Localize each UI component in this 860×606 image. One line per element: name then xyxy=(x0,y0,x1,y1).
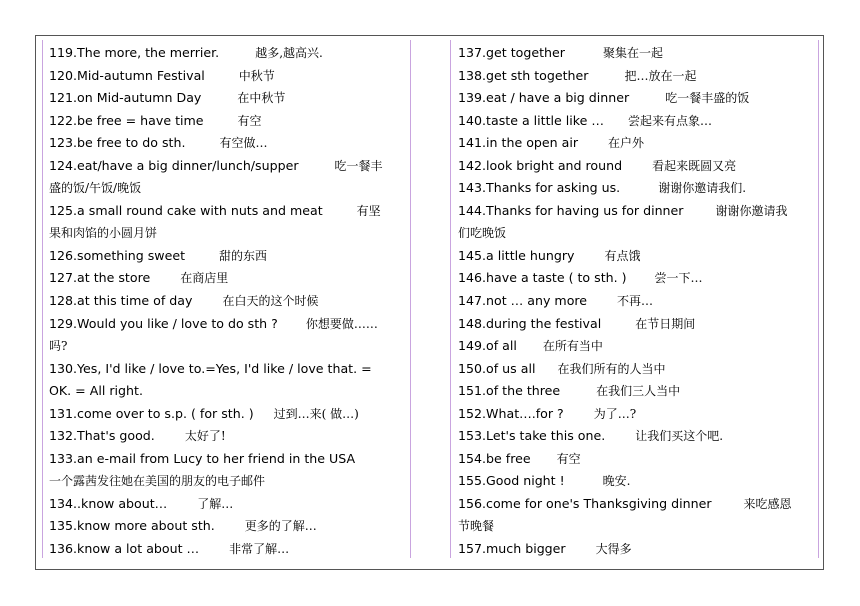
chinese-translation: 有坚 xyxy=(356,203,381,218)
english-phrase: 129.Would you like / love to do sth ? xyxy=(49,315,278,331)
chinese-translation: 更多的了解… xyxy=(244,519,317,534)
vocab-line xyxy=(49,403,421,426)
vocab-line xyxy=(49,155,421,178)
english-phrase: 130.Yes, I'd like / love to.=Yes, I'd like / love that. = xyxy=(49,360,372,376)
chinese-translation: 在白天的这个时候 xyxy=(222,294,319,309)
english-phrase: 121.on Mid-autumn Day xyxy=(49,90,202,106)
vocab-line xyxy=(458,245,818,268)
english-phrase: 142.look bright and round xyxy=(458,157,623,173)
vocab-line xyxy=(49,470,421,493)
english-phrase: 136.know a lot about … xyxy=(49,541,200,557)
vocab-line xyxy=(458,335,818,358)
english-phrase: 125.a small round cake with nuts and meat xyxy=(49,202,323,218)
chinese-translation: 看起来既圆又亮 xyxy=(652,158,737,173)
chinese-translation: 有空 xyxy=(237,113,262,128)
vocab-line xyxy=(49,313,421,336)
english-phrase: 153.Let's take this one. xyxy=(458,428,606,444)
right-column xyxy=(458,42,818,561)
english-phrase: 141.in the open air xyxy=(458,135,579,151)
chinese-translation: 非常了解… xyxy=(229,542,290,557)
vocab-line xyxy=(49,267,421,290)
english-phrase: 147.not … any more xyxy=(458,293,588,309)
vocab-line xyxy=(49,132,421,155)
vocab-line xyxy=(458,380,818,403)
chinese-translation: 不再… xyxy=(617,294,654,309)
chinese-translation: 盛的饭/午饭/晚饭 xyxy=(49,181,142,196)
vocab-line xyxy=(49,200,421,223)
left-column xyxy=(49,42,421,561)
vocab-line xyxy=(458,448,818,471)
right-column-divider-left xyxy=(450,40,451,558)
vocab-line xyxy=(49,87,421,110)
vocab-line xyxy=(458,290,818,313)
english-phrase: 144.Thanks for having us for dinner xyxy=(458,202,684,218)
english-phrase: 119.The more, the merrier. xyxy=(49,45,220,60)
chinese-translation: 为了…? xyxy=(593,406,637,421)
chinese-translation: 把…放在一起 xyxy=(624,68,697,83)
chinese-translation: 太好了! xyxy=(184,429,226,444)
vocab-line xyxy=(49,538,421,561)
english-phrase: 154.be free xyxy=(458,450,531,466)
vocab-line xyxy=(458,538,818,561)
english-phrase: 149.of all xyxy=(458,338,517,354)
chinese-translation: 在节日期间 xyxy=(635,316,696,331)
vocab-line xyxy=(458,87,818,110)
vocab-line xyxy=(49,42,421,65)
english-phrase: 148.during the festival xyxy=(458,315,602,331)
vocab-line xyxy=(49,425,421,448)
chinese-translation: 尝一下… xyxy=(654,271,703,286)
chinese-translation: 一个露茜发往她在美国的朋友的电子邮件 xyxy=(49,474,266,489)
chinese-translation: 有点饿 xyxy=(604,248,641,263)
vocab-line xyxy=(458,177,818,200)
english-phrase: 137.get together xyxy=(458,45,565,60)
vocab-line xyxy=(458,200,818,223)
chinese-translation: 在我们所有的人当中 xyxy=(557,361,666,376)
english-phrase: 135.know more about sth. xyxy=(49,518,215,534)
english-phrase: 124.eat/have a big dinner/lunch/supper xyxy=(49,157,299,173)
english-phrase: 133.an e-mail from Lucy to her friend in the USA xyxy=(49,450,356,466)
english-phrase: 139.eat / have a big dinner xyxy=(458,90,630,106)
chinese-translation: 甜的东西 xyxy=(219,248,268,263)
chinese-translation: 谢谢你邀请我 xyxy=(715,203,788,218)
english-phrase: 132.That's good. xyxy=(49,428,155,444)
vocab-line xyxy=(49,358,421,381)
vocab-line xyxy=(458,470,818,493)
chinese-translation: 在所有当中 xyxy=(542,339,603,354)
vocab-line xyxy=(49,493,421,516)
english-phrase: 157.much bigger xyxy=(458,541,566,557)
vocab-line xyxy=(49,380,421,403)
chinese-translation: 在我们三人当中 xyxy=(596,384,681,399)
english-phrase: 131.come over to s.p. ( for sth. ) xyxy=(49,405,254,421)
english-phrase: 155.Good night ! xyxy=(458,473,565,489)
english-phrase: OK. = All right. xyxy=(49,383,143,399)
vocab-line xyxy=(49,65,421,88)
vocab-line xyxy=(458,493,818,516)
chinese-translation: 聚集在一起 xyxy=(602,46,663,60)
vocab-line xyxy=(458,403,818,426)
vocab-line xyxy=(458,425,818,448)
vocab-line xyxy=(49,515,421,538)
vocab-line xyxy=(458,42,818,65)
right-column-divider-right xyxy=(818,40,819,558)
vocab-line xyxy=(458,110,818,133)
vocab-line xyxy=(49,335,421,358)
chinese-translation: 在中秋节 xyxy=(237,91,286,106)
chinese-translation: 有空 xyxy=(556,451,581,466)
english-phrase: 122.be free = have time xyxy=(49,112,204,128)
chinese-translation: 晚安. xyxy=(602,474,631,489)
vocab-line xyxy=(49,177,421,200)
english-phrase: 143.Thanks for asking us. xyxy=(458,180,621,196)
chinese-translation: 吃一餐丰盛的饭 xyxy=(665,91,750,106)
chinese-translation: 吗? xyxy=(49,339,68,354)
chinese-translation: 在商店里 xyxy=(180,271,229,286)
chinese-translation: 让我们买这个吧. xyxy=(635,429,724,444)
vocab-line xyxy=(458,132,818,155)
english-phrase: 134..know about… xyxy=(49,495,168,511)
left-column-divider-left xyxy=(42,40,43,558)
chinese-translation: 大得多 xyxy=(595,542,632,557)
chinese-translation: 吃一餐丰 xyxy=(334,158,383,173)
vocab-line xyxy=(49,245,421,268)
vocab-line xyxy=(458,222,818,245)
vocab-line xyxy=(49,290,421,313)
chinese-translation: 谢谢你邀请我们. xyxy=(658,181,747,196)
chinese-translation: 尝起来有点象… xyxy=(627,113,712,128)
vocab-line xyxy=(49,448,421,471)
vocab-line xyxy=(458,515,818,538)
chinese-translation: 了解… xyxy=(197,496,234,511)
english-phrase: 140.taste a little like … xyxy=(458,112,604,128)
vocab-line xyxy=(458,65,818,88)
chinese-translation: 过到…来( 做…) xyxy=(273,406,359,421)
vocab-line xyxy=(458,155,818,178)
vocab-line xyxy=(458,267,818,290)
chinese-translation: 来吃感恩 xyxy=(743,496,792,511)
chinese-translation: 在户外 xyxy=(608,136,645,151)
english-phrase: 138.get sth together xyxy=(458,67,589,83)
english-phrase: 146.have a taste ( to sth. ) xyxy=(458,270,627,286)
english-phrase: 123.be free to do sth. xyxy=(49,135,186,151)
english-phrase: 150.of us all xyxy=(458,360,536,376)
chinese-translation: 节晚餐 xyxy=(458,519,495,534)
vocab-line xyxy=(458,313,818,336)
english-phrase: 126.something sweet xyxy=(49,247,186,263)
vocab-line xyxy=(49,110,421,133)
english-phrase: 145.a little hungry xyxy=(458,247,575,263)
vocab-line xyxy=(49,222,421,245)
chinese-translation: 果和肉馅的小圆月饼 xyxy=(49,226,158,241)
chinese-translation: 中秋节 xyxy=(238,68,275,83)
english-phrase: 152.What….for ? xyxy=(458,405,564,421)
english-phrase: 120.Mid-autumn Festival xyxy=(49,67,205,83)
chinese-translation: 你想要做…… xyxy=(305,316,378,331)
english-phrase: 156.come for one's Thanksgiving dinner xyxy=(458,495,712,511)
english-phrase: 151.of the three xyxy=(458,383,561,399)
vocab-line xyxy=(458,358,818,381)
chinese-translation: 有空做… xyxy=(219,136,268,151)
english-phrase: 128.at this time of day xyxy=(49,293,193,309)
chinese-translation: 越多,越高兴. xyxy=(255,46,323,60)
english-phrase: 127.at the store xyxy=(49,270,151,286)
chinese-translation: 们吃晚饭 xyxy=(458,226,507,241)
